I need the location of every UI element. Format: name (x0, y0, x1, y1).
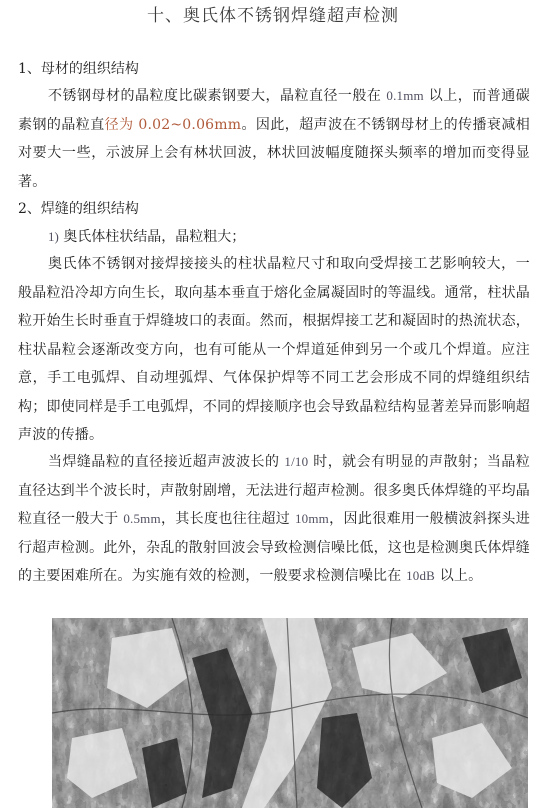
number-run: 10dB (406, 568, 436, 583)
paragraph-weld-grain: 奥氏体不锈钢对接焊接接头的柱状晶粒尺寸和取向受焊接工艺影响较大，一般晶粒沿冷却方向生长，取向基本垂直于熔化金属凝固时的等温线。通常，柱状晶粒开始生长时垂直于焊缝坡口的表面。然而，根据焊接工艺和凝固时的热流状态，柱状晶粒会逐渐改变方向，也有可能从一个焊道延伸到另一个或几个焊道。应注意，手工电弧焊、自动埋弧焊、气体保护焊等不同工艺会形成不同的焊缝组织结构；即使同样是手工电弧焊，不同的焊接顺序也会导致晶粒结构显著差异而影响超声波的传播。 (18, 256, 530, 443)
text-run: 当焊缝晶粒的直径接近超声波波长的 (48, 454, 285, 470)
text-run: 时，就会有明显的声散射；当晶粒直径达到半个波长时，声散射剧增，无法进行超声检测。很多奥氏体焊缝的平均晶粒直径一般大于 (18, 454, 530, 527)
text-run: 不锈钢母材的晶粒度比碳素钢要大，晶粒直径一般在 (48, 88, 387, 104)
paragraph-scattering (18, 448, 530, 591)
subheading-austenite-columnar (48, 226, 245, 248)
number-run: 0.5mm (123, 511, 161, 526)
paragraph-base-metal (18, 82, 530, 196)
text-run: ，其长度也往往超过 (160, 511, 295, 527)
subheading-text: 奥氏体柱状结晶，晶粒粗大； (58, 229, 246, 245)
list-number: 1) (48, 229, 59, 244)
number-run: 1/10 (284, 454, 309, 469)
number-run: 0.1mm (386, 88, 424, 103)
micrograph-graphic (52, 618, 528, 808)
page-title: 十、奥氏体不锈钢焊缝超声检测 (147, 6, 399, 26)
section-heading-weld: 2、焊缝的组织结构 (18, 201, 139, 217)
highlighted-text: 径为 0.02~0.06mm (104, 116, 242, 133)
text-run: 以上。 (435, 568, 483, 584)
text-run: ，因此很难用一般横波斜探头进行超声检测。此外，杂乱的散射回波会导致检测信噪比低，这也是检测奥氏体焊缝的主要困难所在。为实施有效的检测，一般要求检测信噪比在 (18, 511, 530, 584)
weld-micrograph-image (52, 618, 528, 808)
text-run: 以上，而普通碳素钢的晶粒直 (18, 88, 530, 133)
section-heading-base-metal: 1、母材的组织结构 (18, 61, 139, 77)
text-run: 。因此，超声波在不锈钢母材上的传播衰减相对要大一些，示波屏上会有林状回波，林状回波幅度随探头频率的增加而变得显著。 (18, 116, 530, 190)
number-run: 10mm (294, 511, 329, 526)
